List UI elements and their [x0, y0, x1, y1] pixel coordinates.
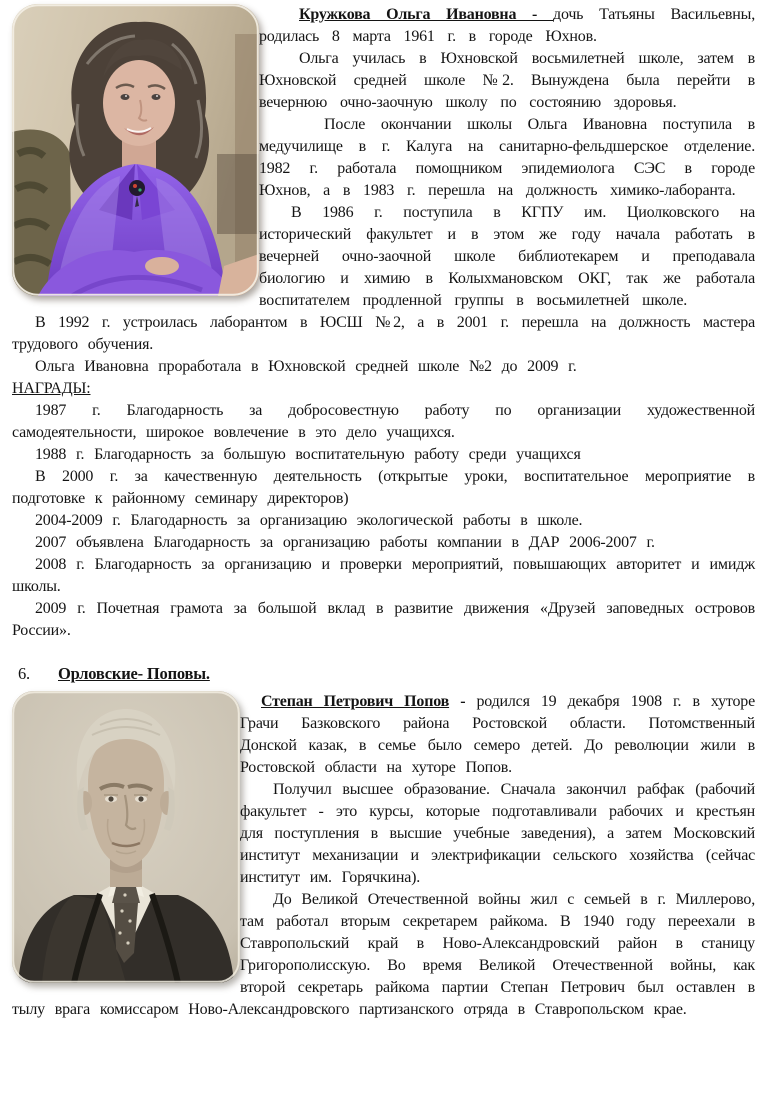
photo-olga-kruzhkova	[12, 4, 259, 296]
award-item: 2007 объявлена Благодарность за организацию работы компании в ДАР 2006-2007 г.	[35, 534, 655, 551]
portrait-man-suit-bw	[12, 691, 240, 983]
award-item: 1987 г. Благодарность за добросовестную работу по организации художественной самодеятельности, широкое вовлечение в это дело учащихся.	[12, 402, 755, 441]
bio-section-kruzhkova	[12, 4, 755, 642]
person-name-kruzhkova: Кружкова Ольга Ивановна -	[299, 6, 553, 23]
award-item: 2009 г. Почетная грамота за большой вклад в развитие движения «Друзей заповедных островов России».	[12, 600, 755, 639]
bio1-paragraph-2009: Ольга Ивановна проработала в Юхновской средней школе №2 до 2009 г.	[35, 358, 577, 375]
section-number: 6.	[18, 664, 30, 683]
bio-section-popov	[12, 691, 755, 1021]
bio2-intro-text: родился 19 декабря 1908 г. в хуторе Грачи Базковского района Ростовской области. Потомственный Донской казак, в семье было семеро детей. До революции жили в Ростовской области на хуторе Попов.	[240, 693, 756, 776]
award-item: 2008 г. Благодарность за организацию и проверки мероприятий, повышающих авторитет и имидж школы.	[12, 556, 755, 595]
award-item: 1988 г. Благодарность за большую воспитательную работу среди учащихся	[35, 446, 581, 463]
portrait-woman-purple-blouse	[12, 4, 259, 296]
section-title: Орловские- Поповы.	[58, 664, 210, 683]
awards-heading	[12, 378, 755, 400]
section-heading-orlovskie-popovy	[18, 662, 755, 685]
bio2-paragraph-war: До Великой Отечественной войны жил с семьей в г. Миллерово, там работал вторым секретарем райкома. В 1940 году переехали в Ставропольский край в Ново-Александровский район в станицу Григорополисскую. Во время Великой Отечественной войны, как второй секретарь райкома партии Степан Петрович был оставлен в тылу врага комиссаром Ново-Александровского партизанского отряда в Ставропольском крае.	[12, 891, 755, 1018]
award-item: 2004-2009 г. Благодарность за организацию экологической работы в школе.	[35, 512, 583, 529]
bio1-paragraph-school: Ольга училась в Юхновской восьмилетней школе, затем в Юхновской средней школе №2. Вынуждена была перейти в вечернюю очно-заочную школу по состоянию здоровья.	[259, 50, 755, 111]
photo-stepan-popov	[12, 691, 240, 983]
bio1-paragraph-university: В 1986 г. поступила в КГПУ им. Циолковского на исторический факультет и в этом же году начала работать в вечерней очно-заочной школе библиотекарем и преподавала биологию и химию в Колыхмановском ОКГ, так же работала воспитателем продленной группы в восьмилетней школе.	[259, 204, 755, 309]
bio1-intro-text: дочь Татьяны Васильевны, родилась 8 марта 1961 г. в городе Юхнов.	[259, 6, 755, 45]
bio1-paragraph-college: После окончании школы Ольга Ивановна поступила в медучилище в г. Калуга на санитарно-фельдшерское отделение. 1982 г. работала помощником эпидемиолога СЭС в городе Юхнов, а в 1983 г. перешла на должность химико-лаборанта.	[259, 116, 755, 199]
awards-heading-text: НАГРАДЫ:	[12, 380, 91, 397]
bio2-paragraph-education: Получил высшее образование. Сначала закончил рабфак (рабочий факультет - это курсы, которые подготавливали рабочих и крестьян для поступления в высшие учебные заведения), а затем Московский институт механизации и электрификации сельского хозяйства (сейчас институт им. Горячкина).	[240, 781, 755, 886]
bio2-dash: -	[449, 693, 477, 710]
person-name-popov: Степан Петрович Попов	[261, 693, 450, 710]
award-item: В 2000 г. за качественную деятельность (открытые уроки, воспитательное мероприятие в подготовке к районному семинару директоров)	[12, 468, 755, 507]
bio1-paragraph-1992: В 1992 г. устроилась лаборантом в ЮСШ №2, а в 2001 г. перешла на должность мастера трудового обучения.	[12, 314, 755, 353]
